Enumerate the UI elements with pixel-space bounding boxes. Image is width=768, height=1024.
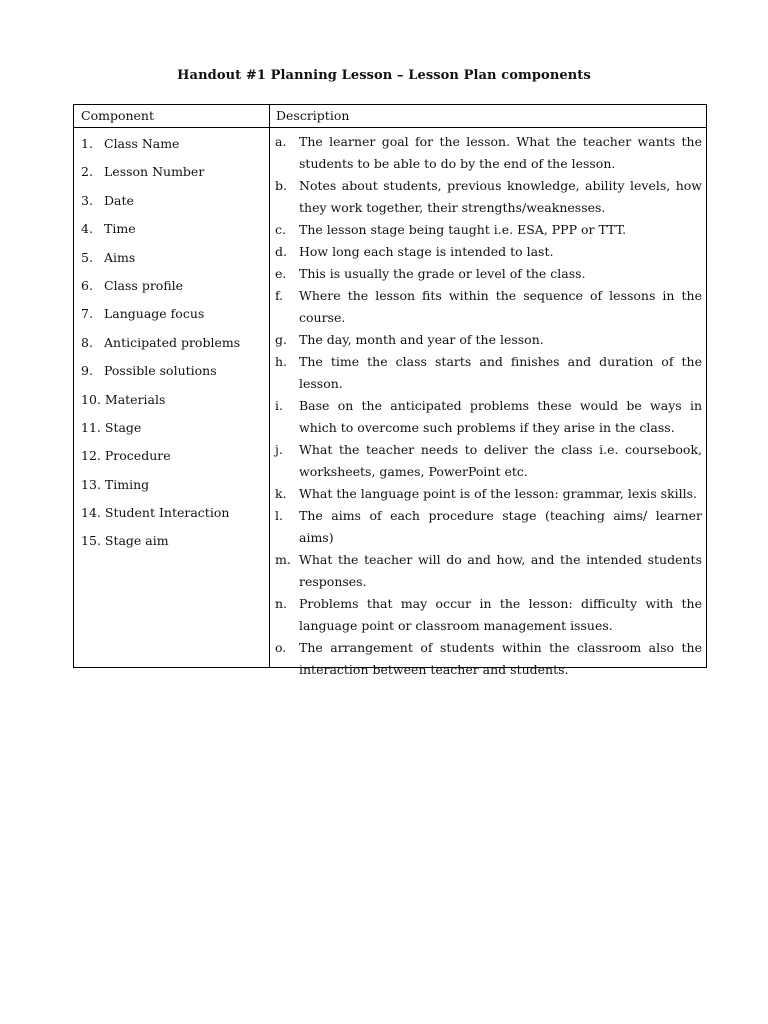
- component-label: Date: [104, 192, 134, 208]
- component-label: Lesson Number: [104, 164, 205, 180]
- description-text: What the teacher needs to deliver the class i.e. coursebook, worksheets, games, PowerPoint etc.: [299, 442, 702, 479]
- description-letter: h.: [275, 354, 288, 369]
- component-item: [81, 361, 266, 389]
- page-title: Handout #1 Planning Lesson – Lesson Plan components: [177, 68, 591, 83]
- component-item: [81, 191, 266, 219]
- component-label: Class profile: [104, 277, 184, 293]
- component-item: [81, 162, 266, 190]
- description-item: [275, 285, 702, 329]
- description-item: [275, 637, 702, 681]
- component-label: Timing: [104, 476, 150, 492]
- component-item: [81, 475, 266, 503]
- description-text: The time the class starts and finishes and duration of the lesson.: [299, 354, 702, 391]
- description-letter: c.: [275, 222, 286, 237]
- component-number: 7.: [81, 306, 93, 322]
- component-item: [81, 134, 266, 162]
- component-item: [81, 446, 266, 474]
- description-item: [275, 351, 702, 395]
- component-number: 2.: [81, 164, 93, 180]
- component-number: 10.: [81, 391, 101, 407]
- component-item: [81, 390, 266, 418]
- description-item: [275, 593, 702, 637]
- description-text: The lesson stage being taught i.e. ESA, PPP or TTT.: [299, 222, 627, 237]
- header-component: Component: [81, 108, 154, 123]
- description-list: [275, 131, 702, 681]
- component-label: Anticipated problems: [104, 334, 241, 350]
- component-label: Possible solutions: [104, 363, 217, 379]
- header-divider: [74, 127, 706, 128]
- component-item: [81, 333, 266, 361]
- description-text: What the teacher will do and how, and the intended students responses.: [299, 552, 702, 589]
- description-text: The aims of each procedure stage (teaching aims/ learner aims): [299, 508, 702, 545]
- description-text: The arrangement of students within the classroom also the interaction between teacher and students.: [299, 640, 702, 677]
- description-item: [275, 483, 702, 505]
- description-item: [275, 439, 702, 483]
- description-text: Base on the anticipated problems these would be ways in which to overcome such problems if they arise in the class.: [299, 398, 702, 435]
- component-item: [81, 248, 266, 276]
- description-text: The learner goal for the lesson. What the teacher wants the students to be able to do by the end of the lesson.: [299, 134, 702, 171]
- component-number: 9.: [81, 363, 93, 379]
- component-list: [81, 134, 266, 560]
- description-item: [275, 131, 702, 175]
- component-label: Stage aim: [104, 533, 169, 549]
- component-number: 11.: [81, 419, 101, 435]
- component-item: [81, 503, 266, 531]
- description-letter: g.: [275, 332, 287, 347]
- component-label: Stage: [104, 419, 142, 435]
- component-number: 1.: [81, 136, 93, 151]
- component-label: Student Interaction: [104, 505, 230, 521]
- description-text: What the language point is of the lesson: grammar, lexis skills.: [299, 486, 698, 501]
- component-item: [81, 304, 266, 332]
- header-description: Description: [276, 108, 350, 123]
- component-number: 5.: [81, 249, 93, 265]
- description-item: [275, 219, 702, 241]
- component-number: 3.: [81, 192, 93, 208]
- component-number: 6.: [81, 277, 93, 293]
- description-letter: n.: [275, 596, 288, 611]
- component-number: 13.: [81, 476, 101, 492]
- description-text: This is usually the grade or level of the class.: [299, 266, 586, 281]
- component-number: 4.: [81, 221, 93, 237]
- components-table: [73, 104, 707, 677]
- description-item: [275, 395, 702, 439]
- component-item: [81, 418, 266, 446]
- description-item: [275, 241, 702, 263]
- component-label: Class Name: [104, 136, 180, 151]
- component-number: 14.: [81, 505, 101, 521]
- description-item: [275, 505, 702, 549]
- description-letter: j.: [275, 442, 283, 457]
- description-text: How long each stage is intended to last.: [299, 244, 554, 259]
- description-text: Where the lesson fits within the sequence of lessons in the course.: [299, 288, 702, 325]
- description-letter: m.: [275, 552, 291, 567]
- description-letter: f.: [275, 288, 284, 303]
- description-letter: b.: [275, 178, 287, 193]
- description-item: [275, 175, 702, 219]
- component-number: 8.: [81, 334, 93, 350]
- description-letter: l.: [275, 508, 283, 523]
- component-label: Procedure: [104, 448, 171, 464]
- component-number: 15.: [81, 533, 101, 549]
- component-label: Aims: [104, 249, 136, 265]
- description-text: Notes about students, previous knowledge, ability levels, how they work together, their strengths/weaknesses.: [299, 178, 702, 215]
- component-item: [81, 531, 266, 559]
- description-letter: i.: [275, 398, 283, 413]
- description-letter: d.: [275, 244, 287, 259]
- component-label: Materials: [104, 391, 166, 407]
- component-label: Time: [104, 221, 136, 237]
- description-item: [275, 263, 702, 285]
- description-item: [275, 549, 702, 593]
- description-letter: k.: [275, 486, 287, 501]
- description-item: [275, 329, 702, 351]
- column-divider: [269, 105, 270, 667]
- component-item: [81, 276, 266, 304]
- component-number: 12.: [81, 448, 101, 464]
- description-letter: o.: [275, 640, 287, 655]
- description-letter: e.: [275, 266, 287, 281]
- description-text: Problems that may occur in the lesson: difficulty with the language point or classroom management issues.: [299, 596, 702, 633]
- description-letter: a.: [275, 134, 287, 149]
- component-label: Language focus: [104, 306, 205, 322]
- component-item: [81, 219, 266, 247]
- description-text: The day, month and year of the lesson.: [299, 332, 544, 347]
